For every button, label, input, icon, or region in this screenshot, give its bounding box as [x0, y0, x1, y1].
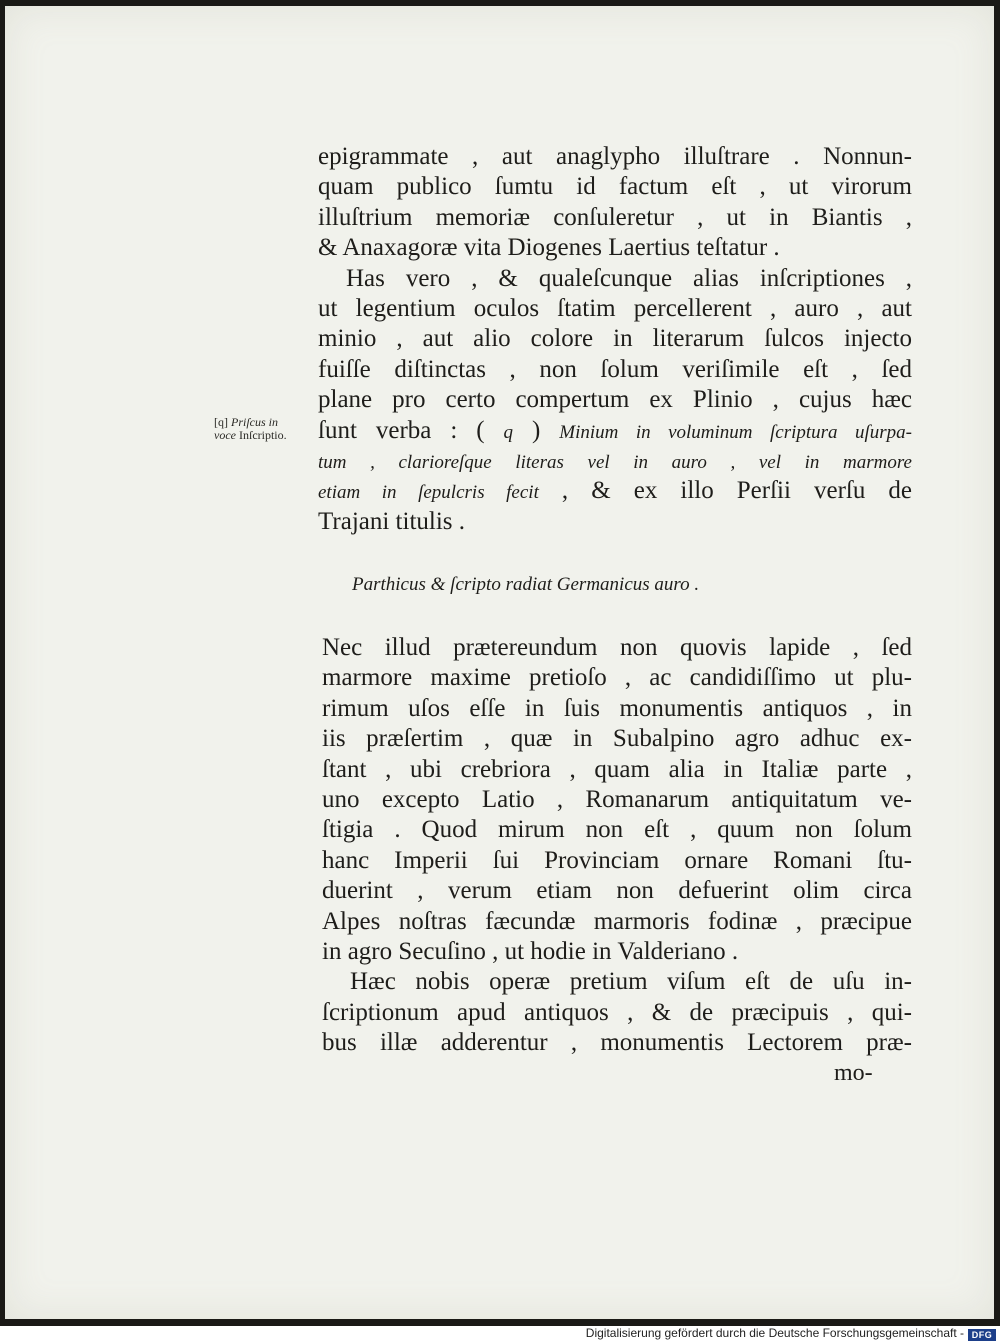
- text-fragment: ſunt verba : (: [318, 416, 504, 444]
- text-line: illuſtrium memoriæ conſuleretur , ut in Biantis ,: [318, 203, 912, 231]
- text-line: bus illæ adderentur , monumentis Lectorem præ-: [322, 1029, 912, 1057]
- text-line: duerint , verum etiam non defuerint olim circa: [322, 877, 912, 905]
- text-line: ſtigia . Quod mirum non eſt , quum non ſolum: [322, 816, 912, 844]
- text-line: ut legentium oculos ſtatim percellerent , auro , aut: [318, 294, 912, 322]
- quotation-italic: Minium in voluminum ſcriptura uſurpa-: [559, 421, 912, 443]
- quotation-italic: etiam in ſepulcris fecit: [318, 482, 539, 504]
- footnote-marker: [q]: [214, 415, 231, 429]
- digitization-credit: Digitalisierung gefördert durch die Deutsche Forschungsgemeinschaft -: [585, 1326, 964, 1340]
- text-line: minio , aut alio colore in literarum ſulcos injecto: [318, 325, 912, 353]
- text-line-citation: [318, 446, 912, 476]
- text-line: Trajani titulis .: [318, 507, 466, 535]
- text-fragment: ): [513, 416, 560, 444]
- marginal-text: Inſcriptio.: [238, 428, 287, 442]
- quoted-verse: Parthicus & ſcripto radiat Germanicus auro .: [352, 574, 700, 595]
- text-line: & Anaxagoræ vita Diogenes Laertius teſtatur .: [318, 234, 780, 262]
- marginal-note: [214, 416, 287, 442]
- text-line: Nec illud prætereundum non quovis lapide , ſed: [322, 634, 912, 661]
- dfg-logo-icon: DFG: [968, 1329, 996, 1341]
- text-line: rimum uſos eſſe in ſuis monumentis antiquos , in: [322, 694, 912, 722]
- text-line: in agro Secuſino , ut hodie in Valderiano .: [322, 937, 739, 965]
- text-line: ſcriptionum apud antiquos , & de præcipuis , qui-: [322, 998, 912, 1026]
- text-line: uno excepto Latio , Romanarum antiquitatum ve-: [322, 785, 912, 813]
- text-line: ſtant , ubi crebriora , quam alia in Italiæ parte ,: [322, 755, 912, 783]
- footnote-ref: q: [503, 421, 514, 443]
- text-line: Hæc nobis operæ pretium viſum eſt de uſu in-: [350, 968, 912, 996]
- main-text-upper: [318, 142, 912, 537]
- text-line: Alpes noſtras fæcundæ marmoris fodinæ , præcipue: [322, 907, 912, 935]
- text-line: plane pro certo compertum ex Plinio , cujus hæc: [318, 386, 912, 414]
- marginal-text: voce: [214, 428, 239, 442]
- quotation-italic: tum , clarioreſque literas vel in auro , vel in marmore: [318, 451, 912, 473]
- text-line: quam publico ſumtu id factum eſt , ut virorum: [318, 173, 912, 201]
- text-line-citation: [318, 416, 912, 446]
- text-line: iis præſertim , quæ in Subalpino agro adhuc ex-: [322, 725, 912, 753]
- marginal-note-line: [214, 429, 287, 442]
- text-line: marmore maxime pretioſo , ac candidiſſimo ut plu-: [322, 664, 912, 692]
- marginal-text: Priſcus in: [231, 415, 278, 429]
- catchword: mo-: [834, 1060, 873, 1086]
- text-line: epigrammate , aut anaglypho illuſtrare . Nonnun-: [318, 143, 912, 170]
- text-fragment: , & ex illo Perſii verſu de: [538, 477, 912, 505]
- text-line: fuiſſe diſtinctas , non ſolum veriſimile eſt , ſed: [318, 355, 912, 383]
- text-line-citation: [318, 476, 912, 506]
- main-text-lower: [322, 633, 912, 1058]
- text-line: hanc Imperii ſui Provinciam ornare Romani ſtu-: [322, 846, 912, 874]
- text-line: Has vero , & qualeſcunque alias inſcriptiones ,: [346, 264, 912, 292]
